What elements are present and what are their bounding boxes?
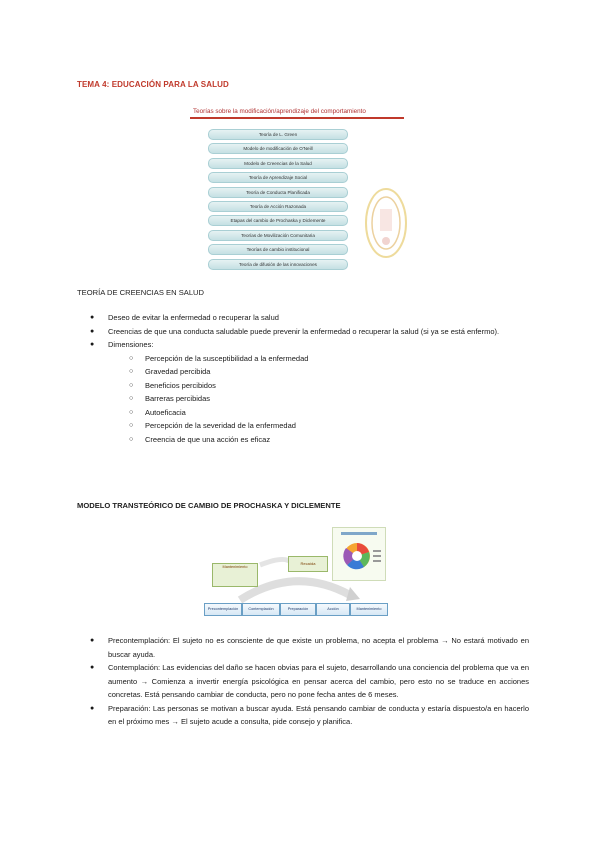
theory-item: Teoría de L. Green — [208, 129, 348, 140]
stages-wheel-panel — [332, 527, 386, 581]
university-seal-watermark — [360, 183, 410, 263]
stages-row — [204, 603, 386, 616]
sub-list-item: ○ Creencia de que una acción es eficaz — [77, 433, 529, 447]
list-item: ● Deseo de evitar la enfermedad o recuperar la salud — [77, 311, 529, 325]
bullet-icon: ● — [90, 704, 95, 712]
stage-box: Precontemplación — [204, 603, 242, 616]
list-item: ● Creencias de que una conducta saludable puede prevenir la enfermedad o recuperar la salud (si ya se está enfermo). — [77, 325, 529, 339]
stage-box: Acción — [316, 603, 350, 616]
theory-item: Teorías de Movilización Comunitaria — [208, 230, 348, 241]
list-item: ● Preparación: Las personas se motivan a buscar ayuda. Está pensando cambiar de conducta y estaría dispuesto/a en hacerlo en el próximo mes → El sujeto acude a consulta, pide consejo y planifica. — [90, 703, 529, 726]
theories-figure-underline — [190, 117, 404, 119]
sub-list-item: ○ Gravedad percibida — [77, 365, 529, 379]
stage-box: Contemplación — [242, 603, 280, 616]
theory-item: Teoría de Acción Razonada — [208, 201, 348, 212]
theories-list — [208, 129, 348, 273]
bullet-icon: ● — [90, 327, 95, 335]
theory-item: Teoría de Aprendizaje Social — [208, 172, 348, 183]
mantenimiento-box: Mantenimiento — [212, 563, 258, 587]
sub-list-item: ○ Barreras percibidas — [77, 392, 529, 406]
theory-item: Teoría de difusión de las innovaciones — [208, 259, 348, 270]
circle-bullet-icon: ○ — [129, 381, 134, 389]
recaida-box: Recaída — [288, 556, 328, 572]
modelo-heading: MODELO TRANSTEÓRICO DE CAMBIO DE PROCHASKA Y DICLEMENTE — [77, 501, 341, 510]
bullet-icon: ● — [90, 341, 95, 348]
circle-bullet-icon: ○ — [129, 395, 134, 402]
sub-list-item: ○ Beneficios percibidos — [77, 379, 529, 393]
theory-item: Etapas del cambio de Prochaska y Diclemente — [208, 215, 348, 226]
theory-item: Teorías de cambio institucional — [208, 244, 348, 255]
list-item: ● Dimensiones: — [77, 338, 529, 352]
creencias-list — [77, 311, 529, 446]
stage-box: Preparación — [280, 603, 316, 616]
stages-wheel-icon — [333, 528, 385, 580]
list-item: ● Contemplación: Las evidencias del daño se hacen obvias para el sujeto, desarrollando una conciencia del problema que va en aumento → Comienza a invertir energía psicológica en pensar acerca del cambio, pero esto no se traduce en acciones concretas. Está pensando cambiar de conducta, pero no pone fecha antes de 6 meses. — [90, 663, 529, 699]
bullet-icon: ● — [90, 314, 95, 321]
theory-item: Modelo de modificación de O'Neill — [208, 143, 348, 154]
theories-figure-title: Teorías sobre la modificación/aprendizaje del comportamiento — [193, 108, 366, 115]
sub-list-item: ○ Percepción de la susceptibilidad a la enfermedad — [77, 352, 529, 366]
creencias-heading: TEORÍA DE CREENCIAS EN SALUD — [77, 288, 205, 297]
list-item: ● Precontemplación: El sujeto no es consciente de que existe un problema, no acepta el problema → No estará motivado en buscar ayuda. — [90, 636, 529, 659]
circle-bullet-icon: ○ — [129, 368, 134, 375]
stage-box: Mantenimiento — [350, 603, 388, 616]
theories-figure — [190, 103, 410, 273]
sub-list-item: ○ Percepción de la severidad de la enfermedad — [77, 419, 529, 433]
circle-bullet-icon: ○ — [129, 435, 134, 443]
sub-list-item: ○ Autoeficacia — [77, 406, 529, 420]
theory-item: Teoría de Conducta Planificada — [208, 187, 348, 198]
circle-bullet-icon: ○ — [129, 408, 134, 416]
tema-title: TEMA 4: EDUCACIÓN PARA LA SALUD — [77, 80, 229, 89]
theory-item: Modelo de Creencias de la Salud — [208, 158, 348, 169]
modelo-list — [77, 634, 529, 729]
circle-bullet-icon: ○ — [129, 422, 134, 429]
circle-bullet-icon: ○ — [129, 354, 134, 362]
bullet-icon: ● — [90, 637, 95, 644]
bullet-icon: ● — [90, 664, 95, 671]
transtheoretical-diagram — [200, 525, 390, 620]
